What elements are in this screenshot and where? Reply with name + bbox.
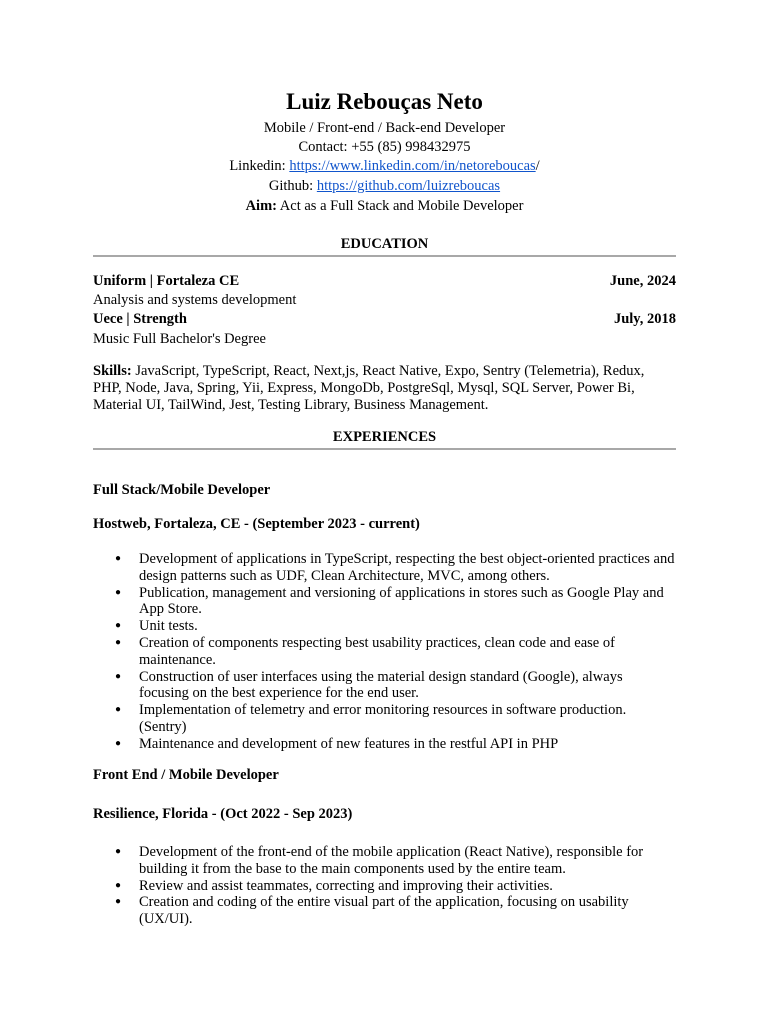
aim-text: Act as a Full Stack and Mobile Developer [276,198,524,214]
github-line [93,177,676,196]
job-role: Mobile / Front-end / Back-end Developer [263,120,506,136]
aim-line [93,197,676,216]
skills-paragraph [93,363,676,414]
education-item [93,310,676,328]
experiences-divider [93,448,676,450]
skills-text: JavaScript, TypeScript, React, Next,js, React Native, Expo, Sentry (Telemetria), Redux, PHP, Node, Java, Spring, Yii, Express, MongoDb, PostgreSql, Mysql, SQL Server, Power Bi, Material UI, TailWind, Jest, Testing Library, Business Management. [93,363,645,413]
job-company: Hostweb, Fortaleza, CE - (September 2023 - current) [93,516,420,532]
education-course: Music Full Bachelor's Degree [93,331,266,347]
list-item: ● Development of applications in TypeScript, respecting the best object-oriented practices and design patterns such as UDF, Clean Architecture, MVC, among others. [93,551,676,585]
education-school: Uniform | Fortaleza CE [93,273,240,289]
linkedin-link[interactable]: https://www.linkedin.com/in/netoreboucas [289,158,536,174]
list-item: ● Development of the front-end of the mobile application (React Native), responsible for building it from the base to the main components used by the entire team. [93,844,676,878]
education-school: Uece | Strength [93,311,187,327]
list-item: ● Unit tests. [93,618,676,635]
job-role-title: Full Stack/Mobile Developer [93,482,271,498]
list-item: ● Publication, management and versioning of applications in stores such as Google Play and App Store. [93,585,676,619]
job-company: Resilience, Florida - (Oct 2022 - Sep 2023) [93,806,353,822]
education-date: July, 2018 [613,311,676,327]
education-heading: EDUCATION [340,236,429,252]
contact-line: Contact: +55 (85) 998432975 [298,139,471,155]
list-item: ● Review and assist teammates, correcting and improving their activities. [93,878,676,895]
linkedin-suffix: / [535,158,540,174]
job-bullet-list [93,551,676,753]
education-course: Analysis and systems development [93,292,297,308]
github-label: Github: [268,178,317,194]
aim-label: Aim: [245,198,277,214]
list-item: ● Creation and coding of the entire visual part of the application, focusing on usability (UX/UI). [93,894,676,928]
experiences-heading: EXPERIENCES [332,429,437,445]
list-item: ● Implementation of telemetry and error monitoring resources in software production. (Sentry) [93,702,676,736]
education-item [93,272,676,290]
job-bullet-list [93,844,676,928]
education-divider [93,255,676,257]
list-item: ● Construction of user interfaces using the material design standard (Google), always focusing on the best experience for the end user. [93,669,676,703]
list-item: ● Creation of components respecting best usability practices, clean code and ease of maintenance. [93,635,676,669]
github-link[interactable]: https://github.com/luizreboucas [316,178,501,194]
education-date: June, 2024 [609,273,676,289]
skills-label: Skills: [93,363,132,379]
list-item: ● Maintenance and development of new features in the restful API in PHP [93,736,676,753]
candidate-name: Luiz Rebouças Neto [286,89,483,114]
linkedin-line [93,157,676,176]
linkedin-label: Linkedin: [229,158,290,174]
job-role-title: Front End / Mobile Developer [93,767,279,783]
